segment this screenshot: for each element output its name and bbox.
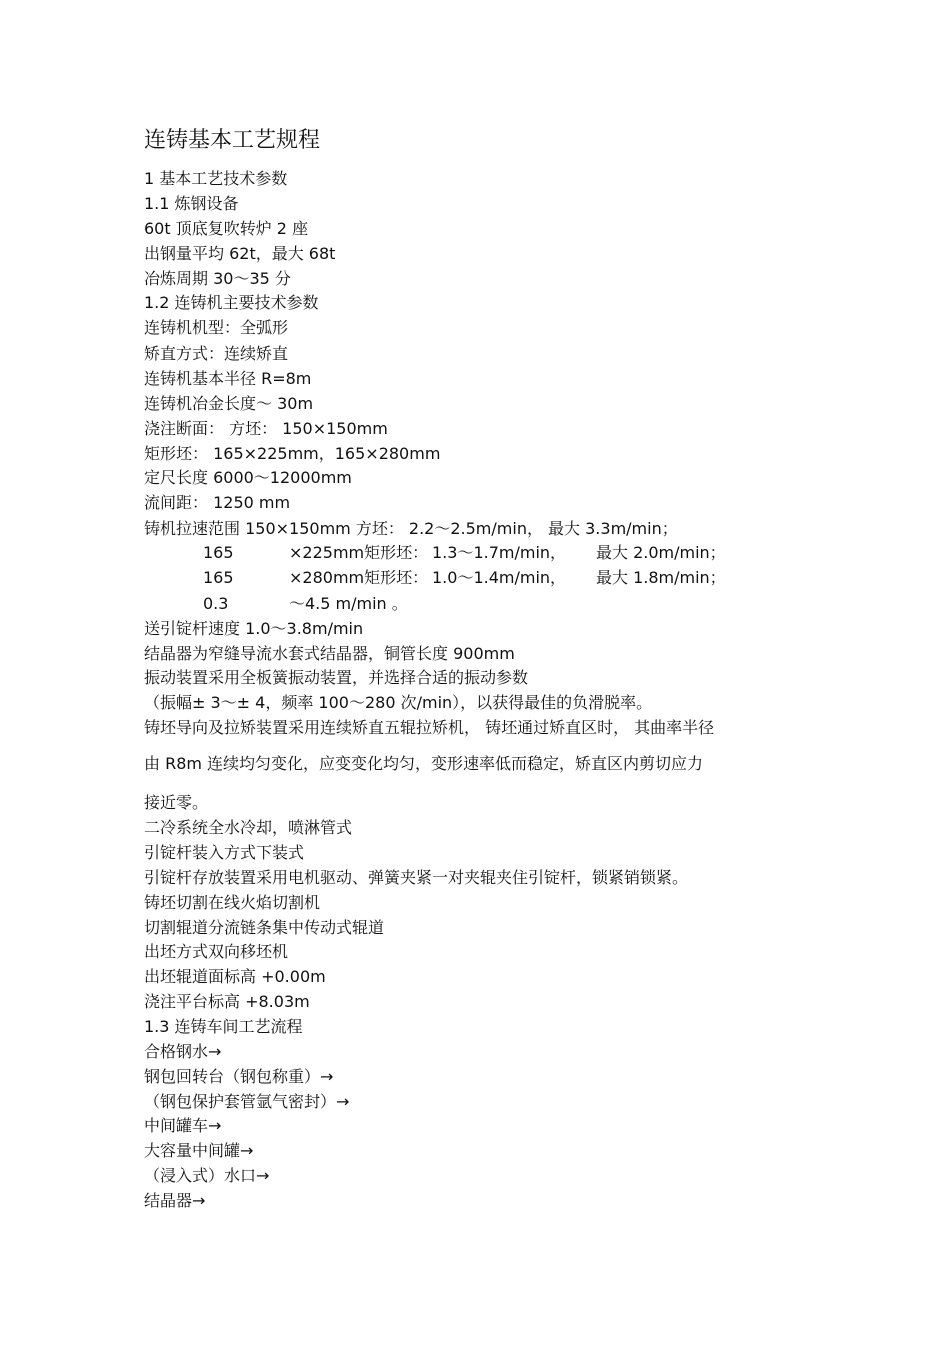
- text-line: 1.3 连铸车间工艺流程: [144, 1017, 303, 1036]
- page-title: 连铸基本工艺规程: [144, 128, 321, 153]
- text-line: 结晶器→: [144, 1191, 206, 1210]
- text-line: 连铸机冶金长度～ 30m: [144, 394, 314, 413]
- text-line: 浇注平台标高 +8.03m: [144, 992, 310, 1011]
- text-line: 1.1 炼钢设备: [144, 194, 239, 213]
- text-line: 出钢量平均 62t，最大 68t: [144, 244, 336, 263]
- speed-row-max: 最大 2.0m/min；: [596, 543, 726, 562]
- text-line: 振动装置采用全板簧振动装置，并选择合适的振动参数: [144, 668, 529, 687]
- text-line: 定尺长度 6000～12000mm: [144, 468, 352, 487]
- text-line: 矩形坯： 165×225mm，165×280mm: [144, 444, 441, 463]
- speed-row-size: 165: [203, 543, 234, 562]
- text-line: 出坯方式双向移坯机: [144, 942, 289, 961]
- text-line: 流间距： 1250 mm: [144, 493, 291, 512]
- text-line: 二冷系统全水冷却，喷淋管式: [144, 818, 353, 837]
- speed-row-section: ×280mm矩形坯：: [289, 568, 429, 587]
- speed-row: [144, 593, 844, 615]
- speed-row-section: ～4.5 m/min 。: [289, 594, 408, 613]
- text-line: （振幅± 3～± 4，频率 100～280 次/min），以获得最佳的负滑脱率。: [144, 693, 653, 712]
- text-line: 大容量中间罐→: [144, 1141, 254, 1160]
- text-line: 引锭杆装入方式下装式: [144, 843, 305, 862]
- text-line: 连铸机基本半径 R=8m: [144, 369, 312, 388]
- text-line: 中间罐车→: [144, 1116, 222, 1135]
- text-line: 切割辊道分流链条集中传动式辊道: [144, 918, 385, 937]
- text-line: （钢包保护套管氩气密封）→: [144, 1092, 350, 1111]
- speed-row-max: 最大 1.8m/min；: [596, 568, 726, 587]
- text-line: 1.2 连铸机主要技术参数: [144, 293, 319, 312]
- speed-row-range: 1.0～1.4m/min，: [432, 568, 567, 587]
- speed-row: [144, 567, 844, 589]
- speed-row: [144, 542, 844, 564]
- speed-row-range: 1.3～1.7m/min，: [432, 543, 567, 562]
- text-line: （浸入式）水口→: [144, 1166, 270, 1185]
- speed-row-section: ×225mm矩形坯：: [289, 543, 429, 562]
- text-line: 引锭杆存放装置采用电机驱动、弹簧夹紧一对夹辊夹住引锭杆，锁紧销锁紧。: [144, 868, 689, 887]
- text-line: 60t 顶底复吹转炉 2 座: [144, 219, 309, 238]
- speed-row-size: 0.3: [203, 594, 229, 613]
- text-line: 1 基本工艺技术参数: [144, 169, 288, 188]
- text-line: 钢包回转台（钢包称重）→: [144, 1067, 334, 1086]
- text-line: 结晶器为窄缝导流水套式结晶器，铜管长度 900mm: [144, 644, 515, 663]
- text-line: 矫直方式：连续矫直: [144, 344, 289, 363]
- text-line: 铸坯切割在线火焰切割机: [144, 893, 321, 912]
- speed-row-size: 165: [203, 568, 234, 587]
- text-line: 送引锭杆速度 1.0～3.8m/min: [144, 619, 364, 638]
- text-line: 浇注断面： 方坯： 150×150mm: [144, 419, 388, 438]
- text-line: 铸坯导向及拉矫装置采用连续矫直五辊拉矫机， 铸坯通过矫直区时， 其曲率半径: [144, 718, 715, 737]
- text-line: 出坯辊道面标高 +0.00m: [144, 967, 326, 986]
- text-line: 合格钢水→: [144, 1042, 222, 1061]
- text-line: 连铸机机型：全弧形: [144, 318, 289, 337]
- text-line: 由 R8m 连续均匀变化，应变变化均匀，变形速率低而稳定，矫直区内剪切应力: [144, 754, 704, 773]
- text-line: 接近零。: [144, 793, 209, 812]
- text-line: 铸机拉速范围 150×150mm 方坯： 2.2～2.5m/min， 最大 3.3m/min；: [144, 519, 678, 538]
- text-line: 冶炼周期 30～35 分: [144, 269, 291, 288]
